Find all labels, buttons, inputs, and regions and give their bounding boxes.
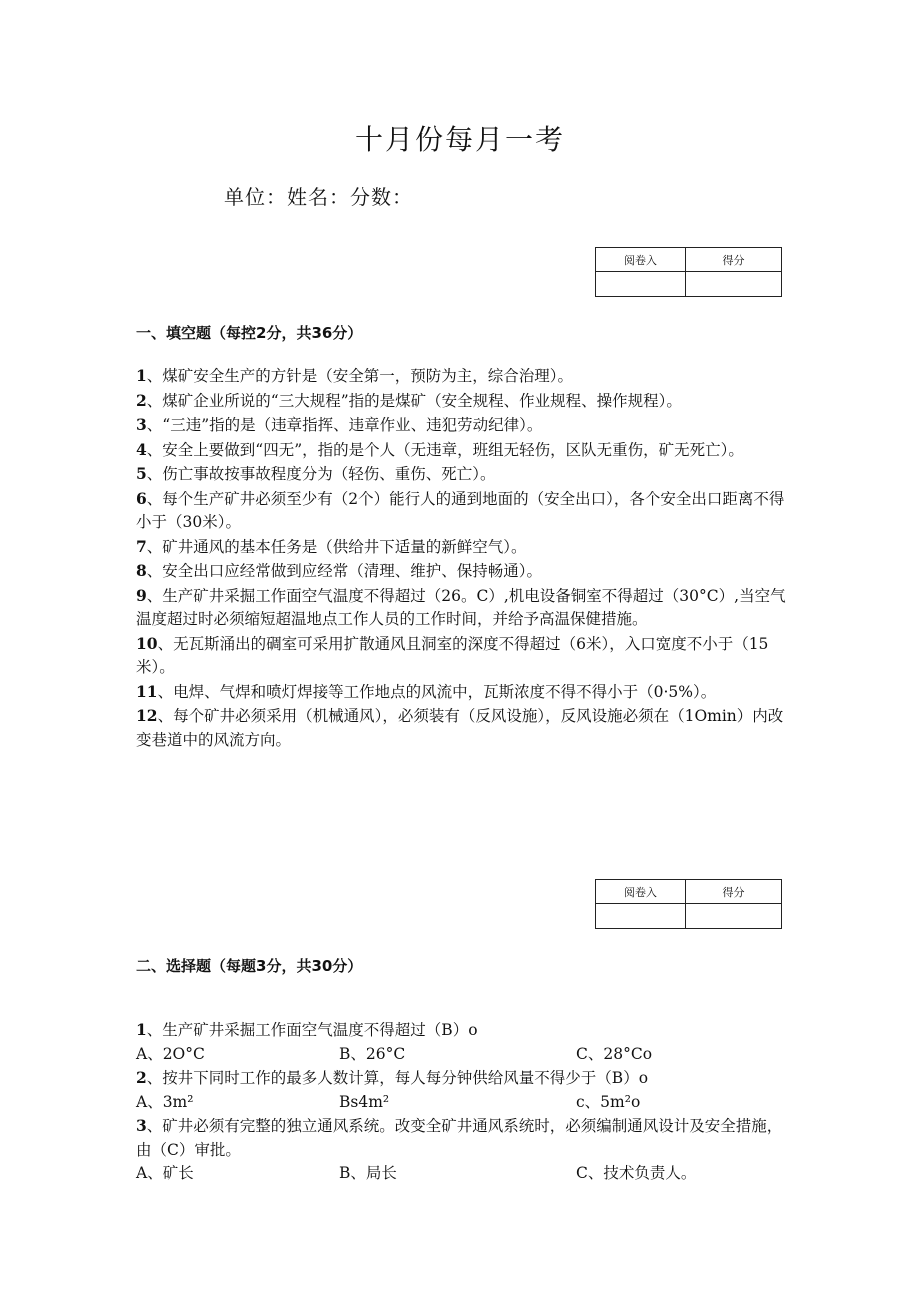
question-item [136, 680, 786, 705]
choice-option[interactable]: C、28°Co [576, 1044, 653, 1063]
question-number: 3 [136, 415, 147, 434]
info-line: 单位：姓名：分数： [224, 185, 413, 209]
choice-option[interactable]: c、5m²o [576, 1092, 641, 1111]
question-text: 、安全上要做到“四无”，指的是个人（无违章，班组无轻伤，区队无重伤，矿无死亡）。 [146, 440, 744, 459]
question-number: 11 [136, 681, 158, 701]
question-number: 1 [136, 366, 147, 385]
question-text: 、每个生产矿井必须至少有（2个）能行人的通到地面的（安全出口），各个安全出口距离不得小于（30米）。 [136, 489, 785, 531]
question-item [136, 389, 786, 414]
choice-row [136, 1162, 786, 1186]
question-number: 7 [136, 536, 147, 556]
page-title: 十月份每月一考 [354, 123, 565, 156]
question-text: 、安全出口应经常做到应经常（清理、维护、保持畅通）。 [146, 562, 543, 580]
question-item [136, 704, 786, 752]
choice-option[interactable]: A、2O°C [136, 1044, 205, 1063]
question-item [136, 462, 786, 487]
question-item [136, 1018, 786, 1043]
score-header: 得分 [686, 248, 782, 272]
choice-option[interactable]: C、技术负责人。 [576, 1164, 697, 1182]
question-text: 、生产矿井采掘工作面空气温度不得超过（B）o [146, 1021, 478, 1039]
reviewer-header: 阅卷入 [596, 248, 686, 272]
question-text: 、煤矿企业所说的“三大规程”指的是煤矿（安全规程、作业规程、操作规程）。 [146, 391, 682, 410]
reviewer-cell[interactable] [596, 272, 686, 297]
choice-row [136, 1091, 786, 1115]
question-item [136, 364, 786, 389]
question-item [136, 1066, 786, 1091]
question-text: 、电焊、气焊和喷灯焊接等工作地点的风流中，瓦斯浓度不得不得小于（0·5%）。 [157, 682, 717, 701]
choice-option[interactable]: Bs4m² [339, 1092, 390, 1111]
question-item [136, 413, 786, 438]
question-item [136, 535, 786, 560]
question-number: 3 [136, 1116, 147, 1135]
question-item [136, 559, 786, 584]
question-text: 、“三违”指的是（违章指挥、违章作业、违犯劳动纪律）。 [146, 416, 543, 434]
choice-option[interactable]: B、局长 [339, 1164, 397, 1182]
section2-title: 二、选择题（每题3分，共30分） [136, 957, 363, 975]
question-text: 、煤矿安全生产的方针是（安全第一，预防为主，综合治理）。 [146, 367, 574, 385]
question-number: 5 [136, 464, 147, 483]
reviewer-header: 阅卷入 [596, 880, 686, 904]
question-item [136, 438, 786, 463]
question-item [136, 1114, 786, 1162]
question-number: 10 [136, 633, 158, 653]
question-text: 、生产矿井采掘工作面空气温度不得超过（26。C）,机电设备铜室不得超过（30°C）,当空气温度超过时必须缩短超温地点工作人员的工作时间，并给予高温保健措施。 [136, 586, 786, 628]
question-text: 、矿井通风的基本任务是（供给井下适量的新鲜空气）。 [146, 537, 527, 556]
question-item [136, 487, 786, 535]
score-cell[interactable] [686, 904, 782, 929]
question-number: 12 [136, 706, 158, 725]
question-number: 6 [136, 488, 147, 508]
question-number: 8 [136, 561, 147, 580]
score-header: 得分 [686, 880, 782, 904]
score-table-2 [595, 879, 782, 929]
question-text: 、无瓦斯涌出的碉室可采用扩散通风且洞室的深度不得超过（6米），入口宽度不小于（15米）。 [136, 634, 769, 676]
section1-questions [136, 364, 786, 752]
choice-option[interactable]: A、3m² [136, 1092, 194, 1111]
section1-title: 一、填空题（每控2分，共36分） [136, 324, 363, 342]
question-text: 、按井下同时工作的最多人数计算，每人每分钟供给风量不得少于（B）o [146, 1069, 649, 1087]
section2-questions [136, 1018, 786, 1186]
question-number: 1 [136, 1020, 147, 1039]
question-item [136, 632, 786, 680]
choice-option[interactable]: A、矿长 [136, 1164, 194, 1182]
reviewer-cell[interactable] [596, 904, 686, 929]
question-number: 9 [136, 585, 147, 605]
question-text: 、每个矿井必须采用（机械通风），必须装有（反风设施），反风设施必须在（1Omin）内改变巷道中的风流方向。 [136, 707, 784, 749]
score-table-1 [595, 247, 782, 297]
question-text: 、矿井必须有完整的独立通风系统。改变全矿井通风系统时，必须编制通风设计及安全措施，由（C）审批。 [136, 1117, 783, 1159]
score-cell[interactable] [686, 272, 782, 297]
question-item [136, 584, 786, 632]
choice-option[interactable]: B、26°C [339, 1044, 406, 1063]
choice-row [136, 1043, 786, 1067]
question-number: 4 [136, 439, 147, 459]
question-text: 、伤亡事故按事故程度分为（轻伤、重伤、死亡）。 [146, 465, 496, 483]
question-number: 2 [136, 390, 147, 410]
question-number: 2 [136, 1068, 147, 1087]
